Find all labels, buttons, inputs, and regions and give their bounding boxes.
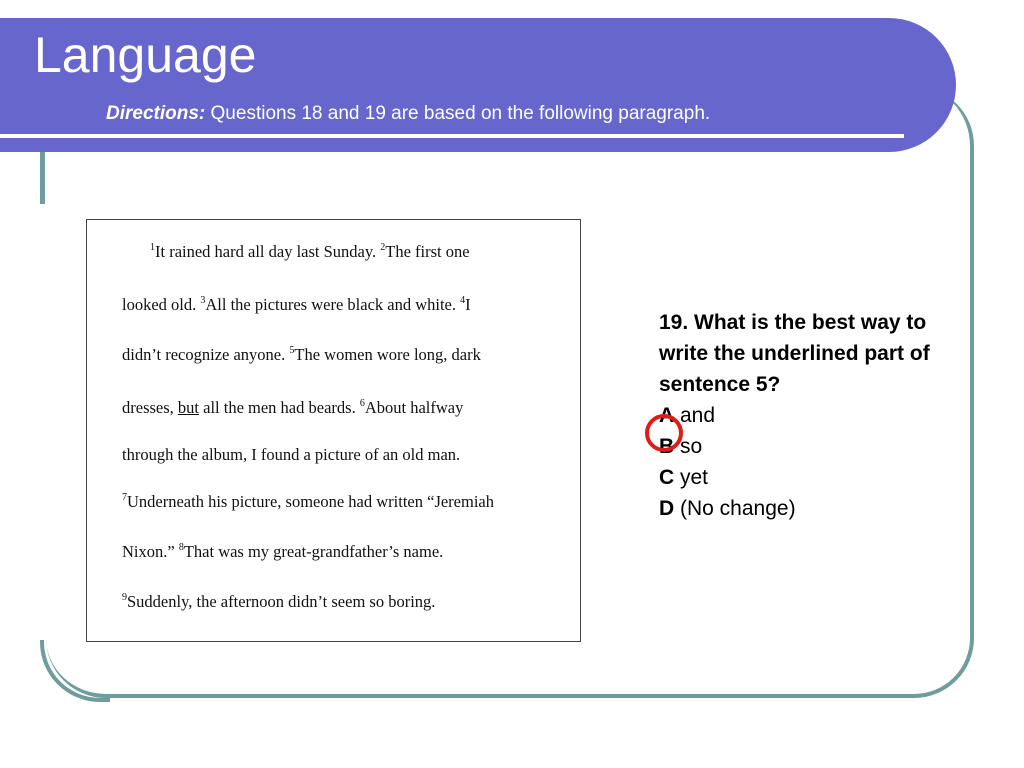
sentence-number: 6	[359, 398, 365, 409]
passage-line	[122, 345, 481, 365]
passage-text: The women wore long, dark	[294, 345, 481, 364]
passage-text: That was my great-grandfather’s name.	[183, 542, 444, 561]
directions	[106, 103, 710, 125]
passage-text: The first one	[385, 242, 470, 261]
passage-text: About halfway	[364, 398, 464, 417]
sentence-number: 8	[178, 542, 184, 553]
passage-line	[122, 398, 463, 418]
option-letter: C	[659, 466, 675, 489]
passage-text: dresses,	[122, 398, 178, 417]
slide-title: Language	[34, 27, 257, 83]
slide-frame-corner	[40, 640, 110, 702]
option-text: and	[674, 404, 716, 427]
sentence-number: 7	[122, 492, 127, 503]
passage-line	[122, 492, 494, 512]
selected-answer-circle	[645, 414, 683, 452]
passage-text: All the pictures were black and white.	[205, 295, 461, 314]
directions-text: Questions 18 and 19 are based on the following paragraph.	[205, 103, 711, 124]
sentence-number: 1	[150, 242, 155, 253]
passage-text: It rained hard all day last Sunday.	[155, 242, 381, 261]
underlined-word: but	[177, 398, 199, 417]
answer-option-d[interactable]	[659, 493, 939, 524]
option-text: (No change)	[674, 497, 796, 520]
passage-line	[122, 445, 460, 465]
answer-option-b[interactable]	[659, 431, 939, 462]
passage-text: Suddenly, the afternoon didn’t seem so boring.	[127, 592, 436, 611]
option-letter: D	[659, 497, 675, 520]
passage-text: looked old.	[122, 295, 201, 314]
passage-text: through the album, I found a picture of an old man.	[122, 445, 461, 464]
sentence-number: 4	[460, 295, 466, 306]
passage-line	[122, 592, 435, 612]
option-letter: A	[659, 404, 675, 427]
passage-text: didn’t recognize anyone.	[122, 345, 290, 364]
question-block	[659, 307, 939, 524]
option-text: so	[674, 435, 703, 458]
passage-text: I	[465, 295, 471, 314]
sentence-number: 3	[200, 295, 206, 306]
sentence-number: 9	[122, 592, 127, 603]
answer-options	[659, 400, 939, 524]
passage-line	[150, 242, 470, 262]
sentence-number: 2	[380, 242, 386, 253]
title-underline	[0, 134, 904, 138]
answer-option-a[interactable]	[659, 400, 939, 431]
sentence-number: 5	[289, 345, 295, 356]
passage-text: Underneath his picture, someone had written “Jeremiah	[127, 492, 494, 511]
reading-passage	[86, 219, 581, 642]
option-letter: B	[659, 435, 675, 458]
question-stem: 19. What is the best way to write the underlined part of sentence 5?	[659, 311, 930, 396]
answer-option-c[interactable]	[659, 462, 939, 493]
passage-text: Nixon.”	[122, 542, 179, 561]
passage-text: all the men had beards.	[199, 398, 360, 417]
option-text: yet	[674, 466, 709, 489]
frame-accent-bar	[40, 152, 45, 204]
passage-line	[122, 542, 443, 562]
passage-line	[122, 295, 471, 315]
directions-label: Directions:	[106, 103, 206, 124]
